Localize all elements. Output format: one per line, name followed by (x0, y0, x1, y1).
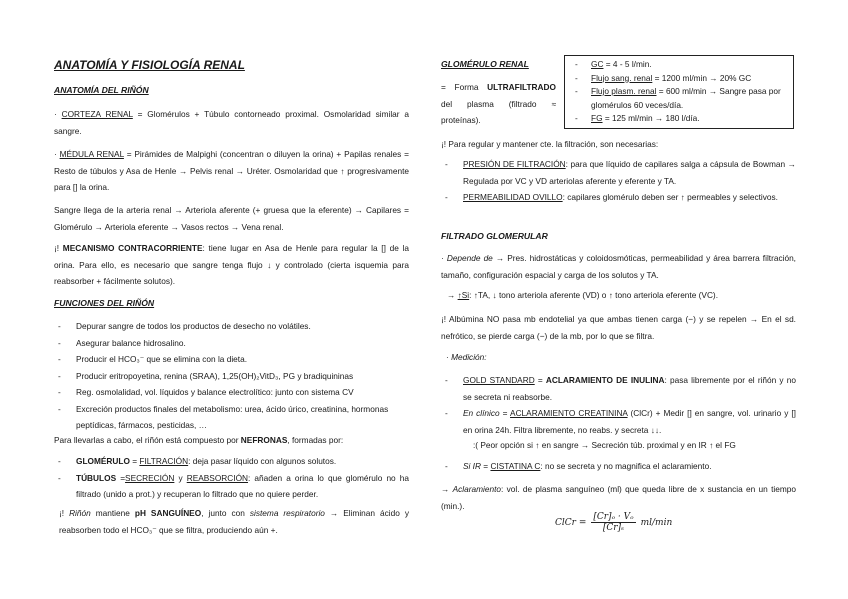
filtracion-label: FILTRACIÓN (139, 456, 189, 466)
forma-text: del plasma (filtrado ≈ proteínas). (441, 98, 556, 125)
gc-text: = 4 - 5 l/min. (603, 59, 652, 69)
list-item: - Producir el HCO₃⁻ que se elimina con la dieta. (54, 351, 409, 368)
clinico-label: En clínico (463, 408, 500, 418)
albumina-paragraph: ¡! Albúmina NO pasa mb endotelial ya que ambas tienen carga (−) y se repelen → En el sd. nefrótico, se pierde carga (−) de la mb, por lo que se filtra. (441, 314, 796, 341)
medula-paragraph: · MÉDULA RENAL = Pirámides de Malpighi (concentran o diluyen la orina) + Papilas renales = Resto de túbulos y Asa de Henle → Pelvis renal → Uréter. Osmolaridad que ↑ progresivamente para [] la orina. (54, 149, 409, 192)
note-prefix: ¡! (59, 508, 70, 518)
depende-label: Depende de (446, 253, 493, 263)
reabsorcion-label: REABSORCIÓN (186, 472, 249, 483)
contracorriente-paragraph (54, 240, 409, 290)
secrecion-label: SECRECIÓN (125, 472, 175, 483)
contracorriente-text: : tiene lugar en Asa de Henle para regular la [] de la orina. Para ello, es necesario que sangre tenga flujo ↓ y controlado (cierta isquemia para reabsorber + fácilmente solutos). (54, 243, 410, 286)
corteza-text: = Glomérulos + Túbulo contorneado proximal. Osmolaridad similar a sangre. (54, 109, 409, 136)
medula-label: MÉDULA RENAL (59, 149, 124, 159)
contracorriente-label: MECANISMO CONTRACORRIENTE (62, 243, 203, 253)
gold-eq: = (534, 375, 546, 385)
forma-prefix: = Forma (441, 82, 488, 92)
corteza-paragraph: · CORTEZA RENAL = Glomérulos + Túbulo contorneado proximal. Osmolaridad similar a sangre. (54, 109, 409, 136)
glomerulo-label: GLOMÉRULO (76, 456, 130, 466)
formula-denominator: [Cr]ₛ (602, 523, 625, 533)
respiratorio-word: sistema respiratorio (249, 508, 325, 518)
clinico-eq: = (499, 408, 511, 418)
list-item: - Asegurar balance hidrosalino. (54, 335, 409, 352)
note-prefix: ¡! (54, 243, 63, 253)
depende-paragraph (441, 250, 796, 283)
list-item: - Depurar sangre de todos los productos de desecho no volátiles. (54, 318, 409, 335)
ph-paragraph (59, 505, 409, 538)
tubulos-label: TÚBULOS (76, 472, 117, 483)
si-ir-eq: = (480, 461, 491, 471)
ph-text-2: → Eliminan ácido y reabsorben todo el HCO₃⁻ que se filtra, produciendo aún +. (59, 508, 409, 535)
list-item (565, 85, 787, 112)
list-item (54, 470, 409, 503)
depende-text: → Pres. hidrostáticas y coloidosmóticas, permeabilidad y área barrera filtración, tamaño, configuración espacial y carga de los solutos y TA. (441, 253, 796, 280)
glomerulo-heading: GLOMÉRULO RENAL (441, 59, 529, 69)
tubulos-and: y (174, 472, 187, 483)
formula-numerator: [Cr]ₒ · Vₒ (593, 512, 634, 522)
list-item (54, 453, 409, 470)
cistatina-text: : no se secreta y no magnifica el aclaramiento. (540, 461, 712, 471)
aclaramiento-paragraph (441, 481, 796, 514)
si-text: : ↑TA, ↓ tono arteriola aferente (VD) o ↑ tono arteriola eferente (VC). (469, 290, 719, 300)
nefronas-prefix: Para llevarlas a cabo, el riñón está compuesto por (54, 435, 241, 445)
peor-opcion-text: :( Peor opción si ↑ en sangre → Secreción túb. proximal y en IR ↑ el FG (473, 440, 736, 450)
corteza-label: CORTEZA RENAL (61, 109, 133, 119)
list-item: - Producir eritropoyetina, renina (SRAA), 1,25(OH)₂VitD₃, PG y bradiquininas (54, 368, 409, 385)
list-item (565, 112, 787, 126)
list-item (565, 72, 787, 86)
regular-paragraph: ¡! Para regular y mantener cte. la filtración, son necesarias: (441, 139, 659, 149)
ph-text-1: , junto con (201, 508, 250, 518)
flujo-plasm-text: = 600 ml/min → Sangre pasa por glomérulos 60 veces/día. (591, 86, 781, 110)
medula-text: = Pirámides de Malpighi (concentran o diluyen la orina) + Papilas renales = Resto de túbulos y Asa de Henle → Pelvis renal → Uréter. Osmolaridad que ↑ progresivamente para [] la orina. (54, 149, 409, 192)
si-label: ↑Si (457, 290, 470, 300)
nefronas-paragraph (54, 432, 409, 449)
flujo-plasm-label: Flujo plasm. renal (591, 86, 657, 96)
aclaramiento-label: Aclaramiento (452, 484, 502, 494)
list-item (441, 156, 796, 189)
anatomia-heading: ANATOMÍA DEL RIÑÓN (54, 85, 149, 95)
list-item (441, 458, 796, 475)
list-item (441, 405, 796, 438)
permeabilidad-text: : capilares glomérulo deben ser ↑ permeables y selectivos. (562, 192, 778, 202)
gc-label: GC (591, 59, 604, 69)
glomerulo-eq: = (129, 456, 140, 466)
ir-list (441, 458, 796, 475)
bullet-dot: · (441, 253, 447, 263)
formula-fraction (591, 512, 635, 533)
sangre-paragraph: Sangre llega de la arteria renal → Arteriola aferente (+ gruesa que la eferente) → Capilares = Glomérulo → Arteriola eferente → Vasos rectos → Vena renal. (54, 205, 409, 232)
medicion-list (441, 372, 796, 438)
necesarias-list (441, 156, 796, 206)
list-item: - Reg. osmolalidad, vol. líquidos y balance electrolítico: junto con sistema CV (54, 384, 409, 401)
ph-label: pH SANGUÍNEO (134, 508, 202, 518)
arrow-prefix: → (447, 290, 458, 300)
ph-mid: mantiene (90, 508, 135, 518)
fg-text: = 125 ml/min → 180 l/día. (602, 113, 700, 123)
clearance-formula (555, 512, 672, 533)
gold-standard-label: GOLD STANDARD (463, 375, 535, 385)
list-item (441, 189, 796, 206)
tubulos-text: : añaden a orina lo que glomérulo no ha filtrado (unido a prot.) y recuperan lo filtrado que no quiere perder. (76, 472, 409, 499)
cistatina-label: CISTATINA C (490, 461, 541, 471)
list-item: - Excreción productos finales del metabolismo: urea, ácido úrico, creatinina, hormonas peptídicas, fármacos, pesticidas, … (54, 401, 409, 434)
nefrona-parts-list (54, 453, 409, 503)
flujo-sang-text: = 1200 ml/min → 20% GC (652, 72, 752, 83)
presion-label: PRESIÓN DE FILTRACIÓN (463, 159, 566, 169)
flujo-box (564, 55, 794, 129)
creatinina-label: ACLARAMIENTO CREATININA (510, 408, 628, 418)
permeabilidad-label: PERMEABILIDAD OVILLO (463, 192, 563, 202)
clinico-text: (ClCr) + Medir [] en sangre, vol. urinario y [] en orina 24h. Filtra libremente, no reabs. y secreta ↓↓. (463, 408, 796, 435)
nefronas-suffix: , formadas por: (287, 435, 344, 445)
si-ir-label: Si IR (463, 461, 481, 471)
tubulos-eq: = (116, 472, 126, 483)
glomerulo-text: : deja pasar líquido con algunos solutos. (188, 456, 337, 466)
funciones-heading: FUNCIONES DEL RIÑÓN (54, 298, 155, 308)
nefronas-label: NEFRONAS (240, 435, 288, 445)
gold-text: : pasa libremente por el riñón y no se secreta ni reabsorbe. (463, 375, 796, 402)
aclaramiento-text: : vol. de plasma sanguíneo (ml) que queda libre de x sustancia en un tiempo (min.). (441, 484, 796, 511)
inulina-label: ACLARAMIENTO DE INULINA (545, 375, 665, 385)
arrow-prefix: → (441, 484, 453, 494)
funciones-list (54, 318, 409, 434)
rinon-word: Riñón (69, 508, 91, 518)
forma-paragraph (441, 79, 556, 129)
formula-unit: ml/min (640, 517, 673, 528)
flujo-sang-label: Flujo sang. renal (591, 72, 653, 83)
formula-lhs: ClCr = (555, 517, 587, 528)
fg-label: FG (591, 113, 603, 123)
presion-text: : para que líquido de capilares salga a cápsula de Bowman → Regulada por VC y VD arteriolas aferente y eferente y TA. (463, 159, 796, 186)
list-item (565, 58, 787, 72)
si-paragraph (447, 287, 796, 304)
filtrado-heading: FILTRADO GLOMERULAR (441, 231, 548, 241)
list-item (441, 372, 796, 405)
ultrafiltrado-label: ULTRAFILTRADO (487, 82, 556, 92)
document-title: ANATOMÍA Y FISIOLOGÍA RENAL (54, 58, 245, 72)
medicion-label: · Medición: (446, 352, 487, 362)
